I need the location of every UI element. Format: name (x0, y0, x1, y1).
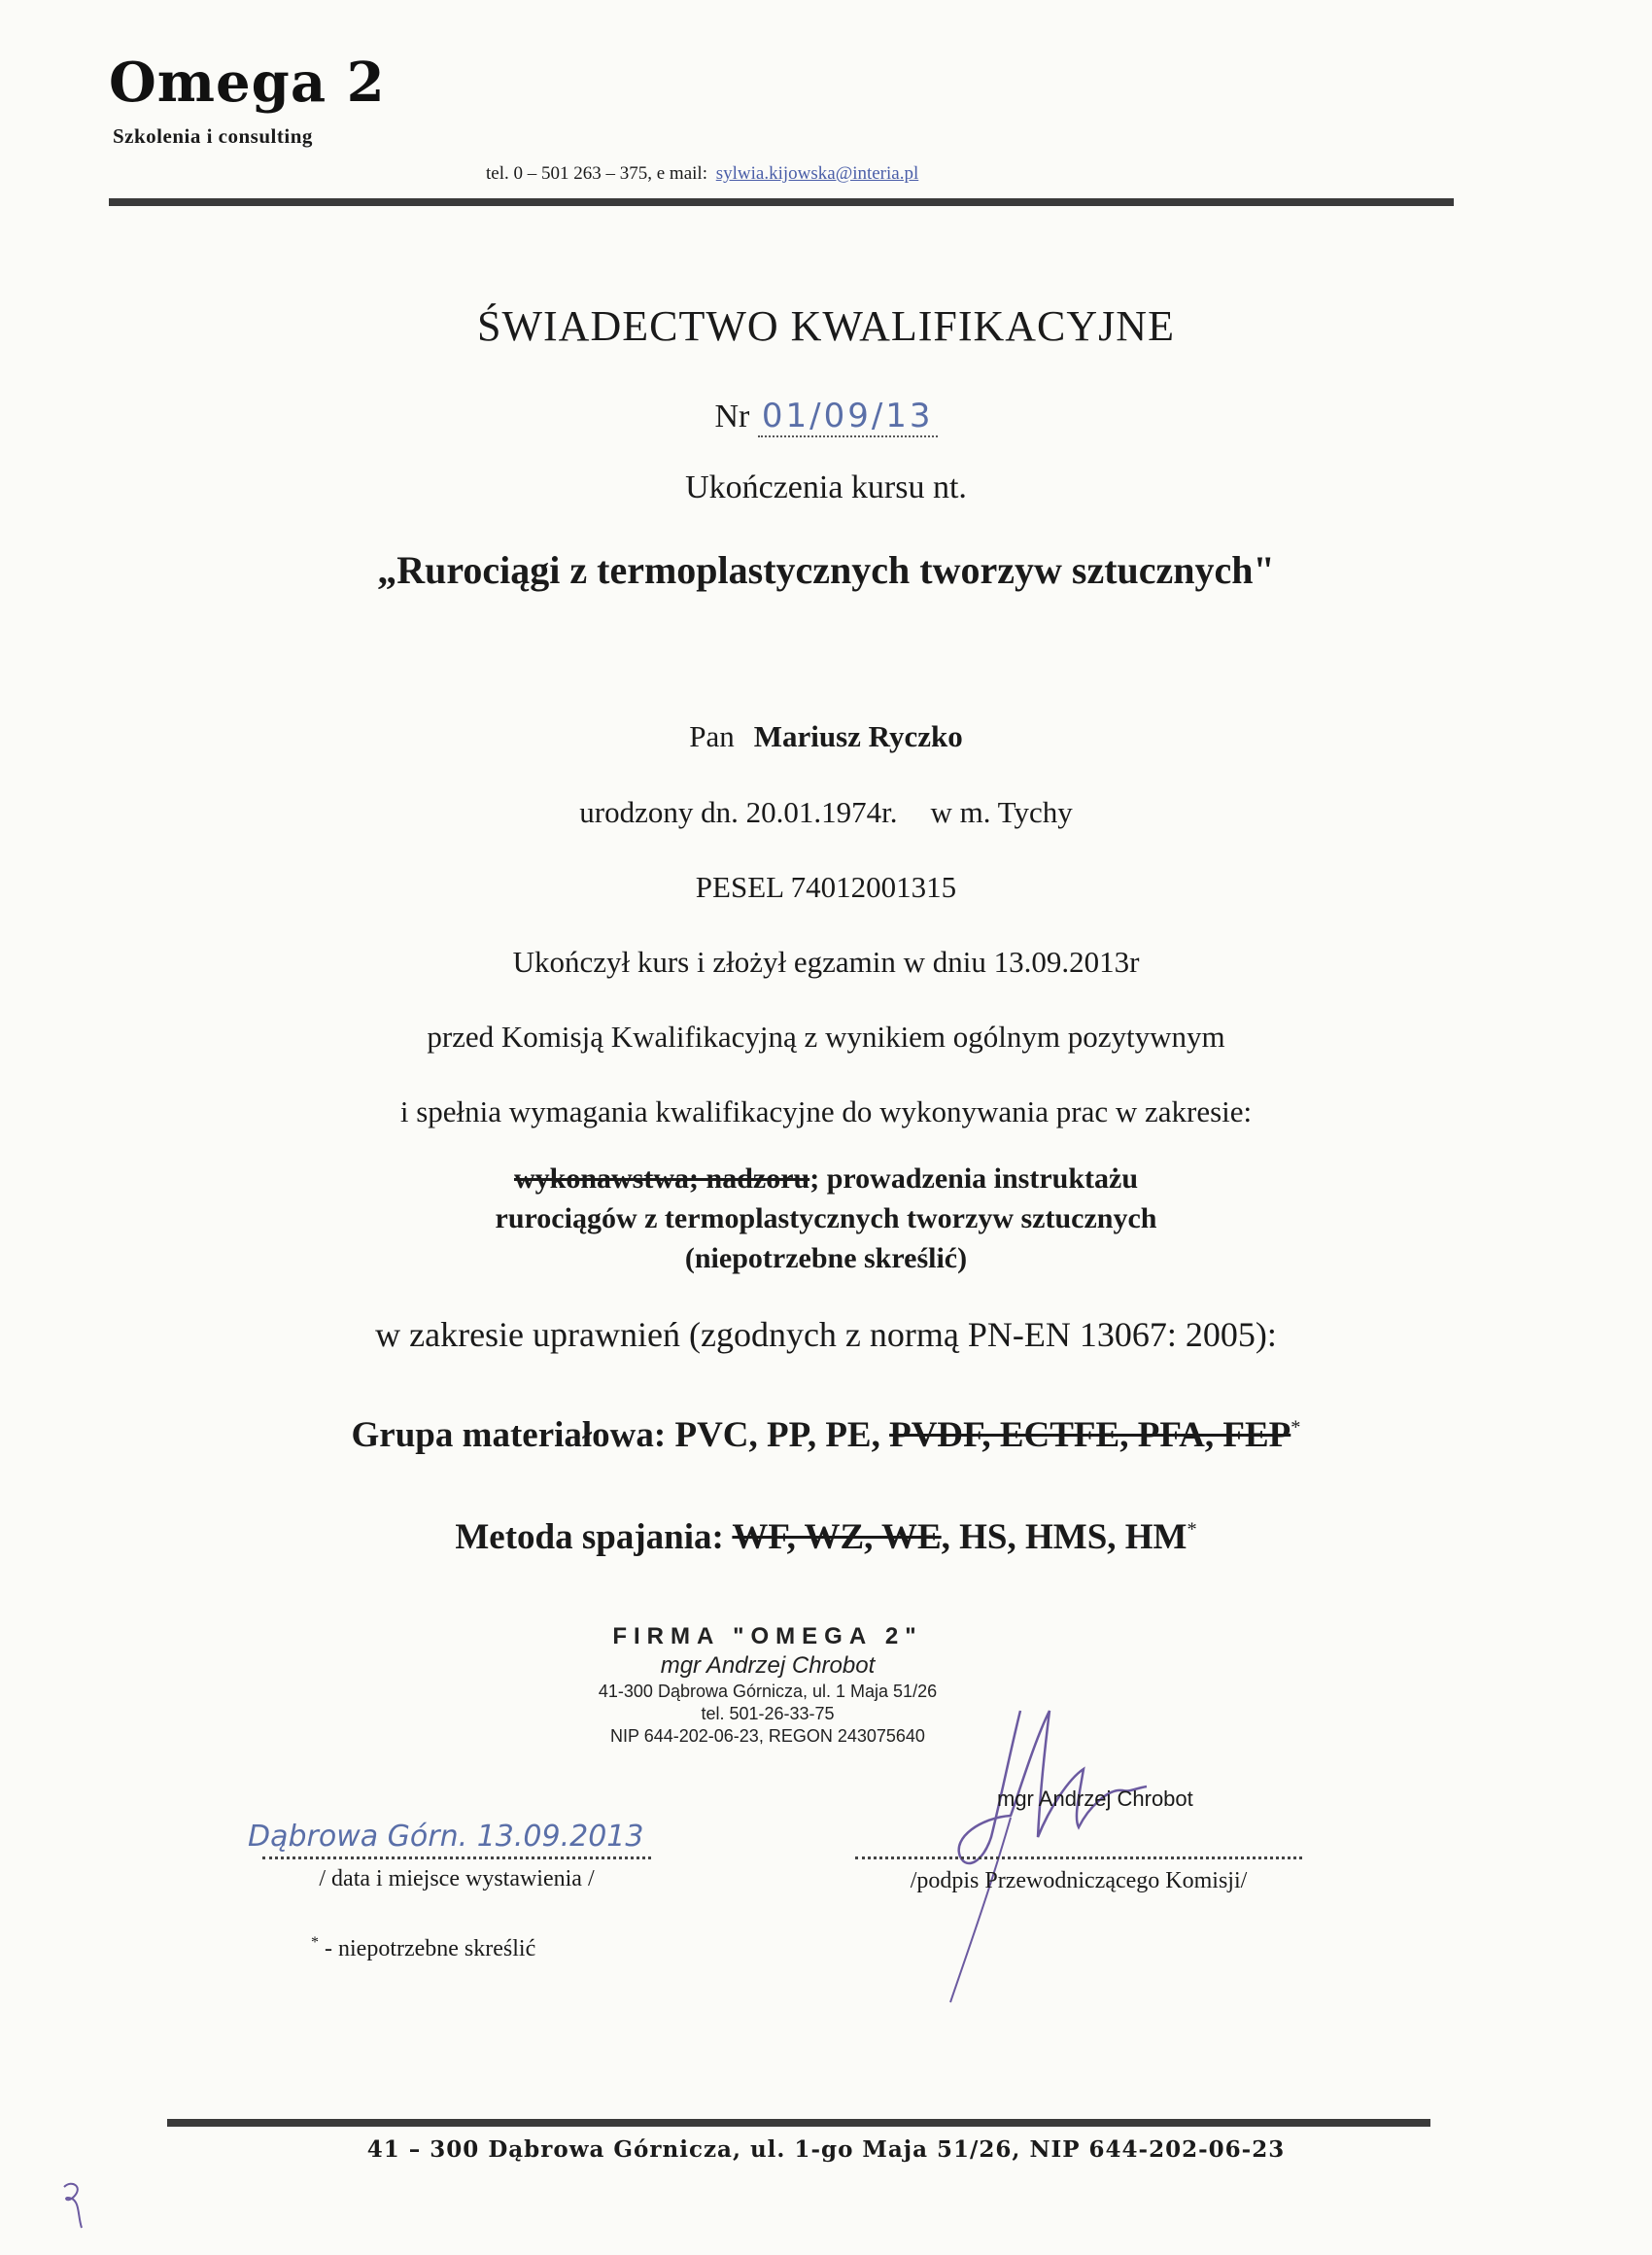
date-dotted-line (262, 1856, 651, 1859)
scope-line-3: (niepotrzebne skreślić) (684, 1242, 968, 1274)
contact-phone: tel. 0 – 501 263 – 375, e mail: (486, 163, 707, 184)
joining-method-label: Metoda spajania: (455, 1517, 733, 1557)
footnote (311, 1934, 535, 1962)
exam-text: Ukończył kurs i złożył egzamin w dniu 13.09.2013r (512, 945, 1140, 979)
birth-place: w m. Tychy (930, 795, 1073, 829)
scope-line-1 (0, 1162, 1652, 1196)
contact-line (486, 163, 918, 185)
material-group-label: Grupa materiałowa: PVC, PP, PE, (351, 1415, 890, 1455)
person-line (0, 719, 1652, 754)
footer-address: 41 – 300 Dąbrowa Górnicza, ul. 1-go Maja 51/26, NIP 644-202-06-23 (366, 2136, 1286, 2163)
corner-handwritten-mark (54, 2177, 93, 2236)
material-group (0, 1414, 1652, 1456)
joining-method-struck: WF, WZ, WE (732, 1517, 942, 1557)
commission-text: przed Komisją Kwalifikacyjną z wynikiem ogólnym pozytywnym (427, 1020, 1225, 1054)
person-name: Mariusz Ryczko (753, 719, 963, 753)
stamp-line-2: mgr Andrzej Chrobot (660, 1652, 876, 1679)
signature-dotted-line (855, 1856, 1302, 1859)
logo-text: Omega 2 (109, 51, 386, 115)
header-divider (109, 198, 1454, 206)
course-intro: Ukończenia kursu nt. (685, 469, 967, 505)
certificate-number-label: Nr (714, 399, 750, 434)
company-logo (109, 51, 386, 115)
footer-divider (167, 2119, 1430, 2127)
footnote-marker: * (311, 1934, 319, 1951)
certificate-number (0, 397, 1652, 435)
material-group-struck: PVDF, ECTFE, PFA, FEP (889, 1415, 1291, 1455)
joining-method-kept: , HS, HMS, HM (941, 1517, 1187, 1557)
certificate-number-value: 01/09/13 (758, 397, 938, 437)
stamp-line-5: NIP 644-202-06-23, REGON 243075640 (610, 1726, 925, 1746)
joining-method (0, 1516, 1652, 1558)
scope-struck: wykonawstwa; nadzoru (513, 1162, 810, 1195)
issue-date-handwritten: Dąbrowa Górn. 13.09.2013 (248, 1820, 644, 1854)
birth-line (0, 795, 1652, 830)
scope-kept: ; prowadzenia instruktażu (809, 1162, 1139, 1195)
stamp-line-4: tel. 501-26-33-75 (701, 1704, 835, 1723)
person-salutation: Pan (689, 719, 735, 753)
scope-line-2: rurociągów z termoplastycznych tworzyw sztucznych (495, 1202, 1157, 1234)
joining-method-asterisk: * (1187, 1518, 1197, 1541)
logo-subtitle: Szkolenia i consulting (113, 124, 313, 148)
date-place-label: / data i miejsce wystawienia / (319, 1866, 595, 1891)
norm-text: w zakresie uprawnień (zgodnych z normą PN-EN 13067: 2005): (375, 1315, 1277, 1354)
material-group-asterisk: * (1291, 1416, 1301, 1439)
course-name: „Rurociągi z termoplastycznych tworzyw sztucznych" (377, 548, 1275, 592)
pesel: PESEL 74012001315 (695, 870, 957, 904)
signer-name-stamp: mgr Andrzej Chrobot (997, 1787, 1193, 1811)
requirements-text: i spełnia wymagania kwalifikacyjne do wykonywania prac w zakresie: (399, 1094, 1253, 1128)
stamp-line-1: FIRMA "OMEGA 2" (612, 1623, 923, 1649)
signature-label: /podpis Przewodniczącego Komisji/ (910, 1868, 1248, 1893)
contact-email-link[interactable]: sylwia.kijowska@interia.pl (715, 163, 919, 184)
stamp-line-3: 41-300 Dąbrowa Górnicza, ul. 1 Maja 51/26 (598, 1682, 938, 1701)
certificate-title: ŚWIADECTWO KWALIFIKACYJNE (477, 302, 1175, 350)
footnote-text: - niepotrzebne skreślić (325, 1936, 536, 1961)
signature-scribble (875, 1691, 1224, 2012)
birth-date: urodzony dn. 20.01.1974r. (579, 795, 898, 829)
